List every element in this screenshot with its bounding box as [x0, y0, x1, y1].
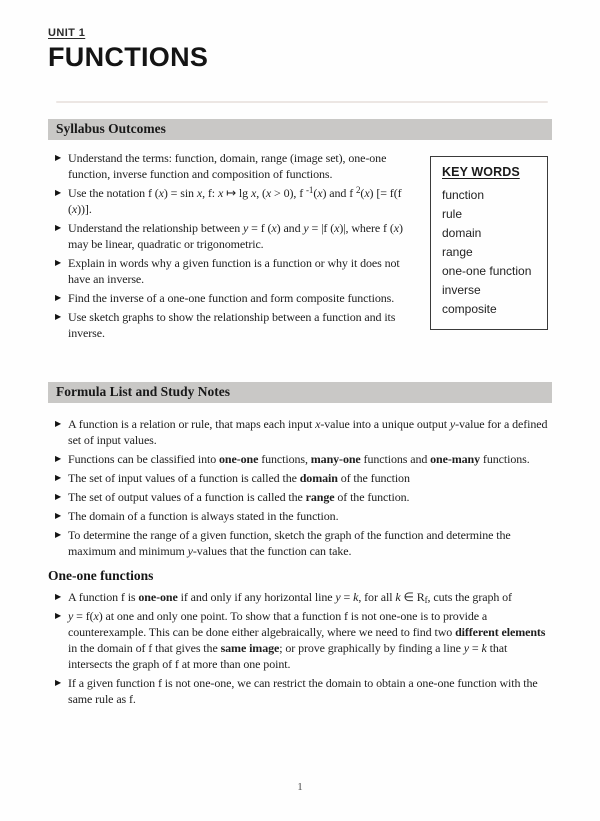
syllabus-item-text: Explain in words why a given function is a function or why it does not have an inverse. [68, 256, 400, 286]
syllabus-row [48, 150, 552, 344]
one-one-item [48, 589, 552, 605]
bullet-arrow-icon: ▶ [55, 530, 62, 539]
formula-study-notes-list [48, 416, 552, 559]
formula-item-text: Functions can be classified into one-one functions, many-one functions and one-many functions. [68, 452, 530, 466]
key-words-box [430, 156, 548, 330]
formula-item-text: To determine the range of a given function, sketch the graph of the function and determine the maximum and minimum y-values that the function can take. [68, 528, 511, 558]
syllabus-item-text: Use sketch graphs to show the relationship between a function and its inverse. [68, 310, 396, 340]
formula-item-text: A function is a relation or rule, that maps each input x-value into a unique output y-value for a defined set of input values. [68, 417, 548, 447]
page-title: FUNCTIONS [48, 42, 209, 72]
syllabus-item [48, 309, 424, 341]
one-one-item-text: y = f(x) at one and only one point. To show that a function f is not one-one is to provide a counterexample. This can be done either algebraically, where we need to find two different elements in the domain of f that gives the same image; or prove graphically by finding a line y = k that intersects the graph of f at more than one point. [68, 609, 546, 671]
syllabus-item [48, 255, 424, 287]
keyword-item [442, 243, 539, 262]
bullet-arrow-icon: ▶ [55, 473, 62, 482]
key-words-title: KEY WORDS [442, 165, 520, 179]
bullet-arrow-icon: ▶ [55, 153, 62, 162]
keyword-item-text: domain [442, 226, 482, 240]
one-one-functions-list [48, 589, 552, 707]
keyword-item-text: composite [442, 302, 497, 316]
key-words-list [442, 186, 539, 319]
formula-item [48, 416, 552, 448]
bullet-arrow-icon: ▶ [55, 312, 62, 321]
bullet-arrow-icon: ▶ [55, 592, 62, 601]
section-header-syllabus-outcomes [48, 119, 552, 140]
unit-label: UNIT 1 [48, 27, 86, 39]
syllabus-item [48, 290, 424, 306]
syllabus-item [48, 220, 424, 252]
keyword-item [442, 300, 539, 319]
syllabus-outcomes-list [48, 150, 424, 344]
page-number: 1 [297, 781, 303, 793]
syllabus-item-text: Use the notation f (x) = sin x, f: x ↦ lg x, (x > 0), f $^{-1}$(x) and f $^2$(x) [= f(f (x))]. [68, 185, 402, 216]
section-header-formula-list [48, 382, 552, 403]
formula-item [48, 451, 552, 467]
bullet-arrow-icon: ▶ [55, 492, 62, 501]
keyword-item [442, 186, 539, 205]
one-one-functions-heading: One-one functions [48, 568, 154, 583]
bullet-arrow-icon: ▶ [55, 188, 62, 197]
keyword-item-text: one-one function [442, 264, 532, 278]
bullet-arrow-icon: ▶ [55, 258, 62, 267]
keyword-item [442, 262, 539, 281]
keyword-item [442, 205, 539, 224]
syllabus-item-text: Understand the terms: function, domain, range (image set), one-one function, inverse function and composition of functions. [68, 151, 387, 181]
scan-artifact-line [56, 101, 548, 103]
bullet-arrow-icon: ▶ [55, 611, 62, 620]
keyword-item-text: function [442, 188, 485, 202]
bullet-arrow-icon: ▶ [55, 511, 62, 520]
syllabus-item [48, 185, 424, 217]
keyword-item [442, 224, 539, 243]
bullet-arrow-icon: ▶ [55, 678, 62, 687]
formula-item [48, 527, 552, 559]
syllabus-item-text: Understand the relationship between y = f (x) and y = |f (x)|, where f (x) may be linear, quadratic or trigonometric. [68, 221, 403, 251]
keyword-item-text: inverse [442, 283, 481, 297]
syllabus-item-text: Find the inverse of a one-one function and form composite functions. [68, 291, 395, 305]
bullet-arrow-icon: ▶ [55, 223, 62, 232]
formula-item-text: The set of input values of a function is called the domain of the function [68, 471, 410, 485]
formula-item [48, 508, 552, 524]
syllabus-item [48, 150, 424, 182]
one-one-item [48, 608, 552, 672]
formula-item [48, 489, 552, 505]
keyword-item [442, 281, 539, 300]
bullet-arrow-icon: ▶ [55, 419, 62, 428]
bullet-arrow-icon: ▶ [55, 454, 62, 463]
section-header-text: Syllabus Outcomes [56, 121, 166, 136]
one-one-item [48, 675, 552, 707]
formula-item-text: The domain of a function is always stated in the function. [68, 509, 339, 523]
formula-item [48, 470, 552, 486]
bullet-arrow-icon: ▶ [55, 293, 62, 302]
section-header-text: Formula List and Study Notes [56, 384, 231, 399]
one-one-item-text: A function f is one-one if and only if any horizontal line y = k, for all k ∈ $R_f$, cuts the graph of [68, 590, 512, 605]
keyword-item-text: range [442, 245, 473, 259]
one-one-item-text: If a given function f is not one-one, we can restrict the domain to obtain a one-one function with the same rule as f. [68, 676, 538, 706]
formula-item-text: The set of output values of a function is called the range of the function. [68, 490, 410, 504]
keyword-item-text: rule [442, 207, 463, 221]
